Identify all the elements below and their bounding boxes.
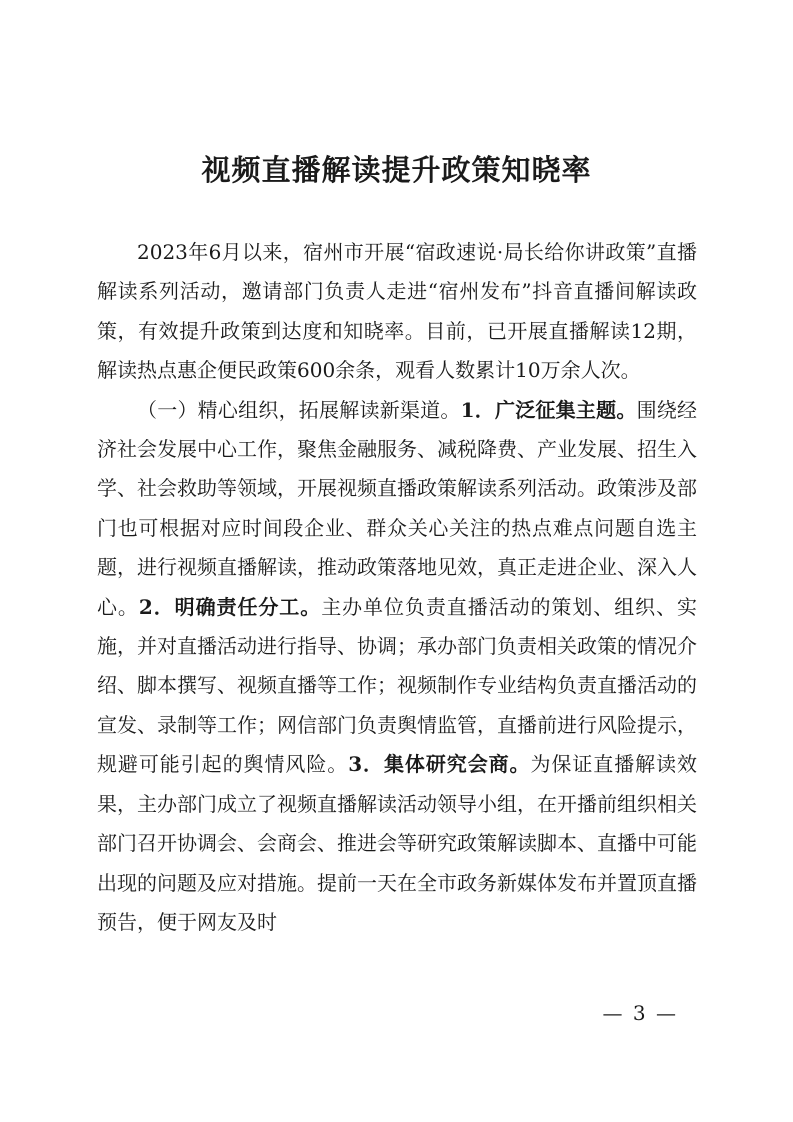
subsection-2-text: 主办单位负责直播活动的策划、组织、实施，并对直播活动进行指导、协调；承办部门负责相关政策的情况介绍、脚本撰写、视频直播等工作；视频制作专业结构负责直播活动的宣发、录制等工作；网信部门负责舆情监管，直播前进行风险提示，规避可能引起的舆情风险。 xyxy=(97,594,698,777)
subsection-3-text: 为保证直播解读效果，主办部门成立了视频直播解读活动领导小组，在开播前组织相关部门召开协调会、会商会、推进会等研究政策解读脚本、直播中可能出现的问题及应对措施。提前一天在全市政务新媒体发布并置顶直播预告，便于网友及时 xyxy=(97,752,698,934)
section-one-heading: （一）精心组织，拓展解读新渠道。 xyxy=(137,397,461,422)
document-body xyxy=(97,233,697,942)
subheading-3: 3．集体研究会商。 xyxy=(348,752,531,777)
subheading-2: 2．明确责任分工。 xyxy=(138,594,322,619)
section-one-paragraph xyxy=(97,391,697,943)
document-title: 视频直播解读提升政策知晓率 xyxy=(201,153,592,187)
subheading-1: 1．广泛征集主题。 xyxy=(460,397,637,422)
subsection-1-text: 围绕经济社会发展中心工作，聚焦金融服务、减税降费、产业发展、招生入学、社会救助等领域，开展视频直播政策解读系列活动。政策涉及部门也可根据对应时间段企业、群众关心关注的热点难点问题自选主题，进行视频直播解读，推动政策落地见效，真正走进企业、深入人心。 xyxy=(97,397,698,619)
page-number: — 3 — xyxy=(602,1001,678,1025)
intro-paragraph: 2023年6月以来，宿州市开展“宿政速说·局长给你讲政策”直播解读系列活动，邀请部门负责人走进“宿州发布”抖音直播间解读政策，有效提升政策到达度和知晓率。目前，已开展直播解读12期，解读热点惠企便民政策600余条，观看人数累计10万余人次。 xyxy=(97,240,697,383)
